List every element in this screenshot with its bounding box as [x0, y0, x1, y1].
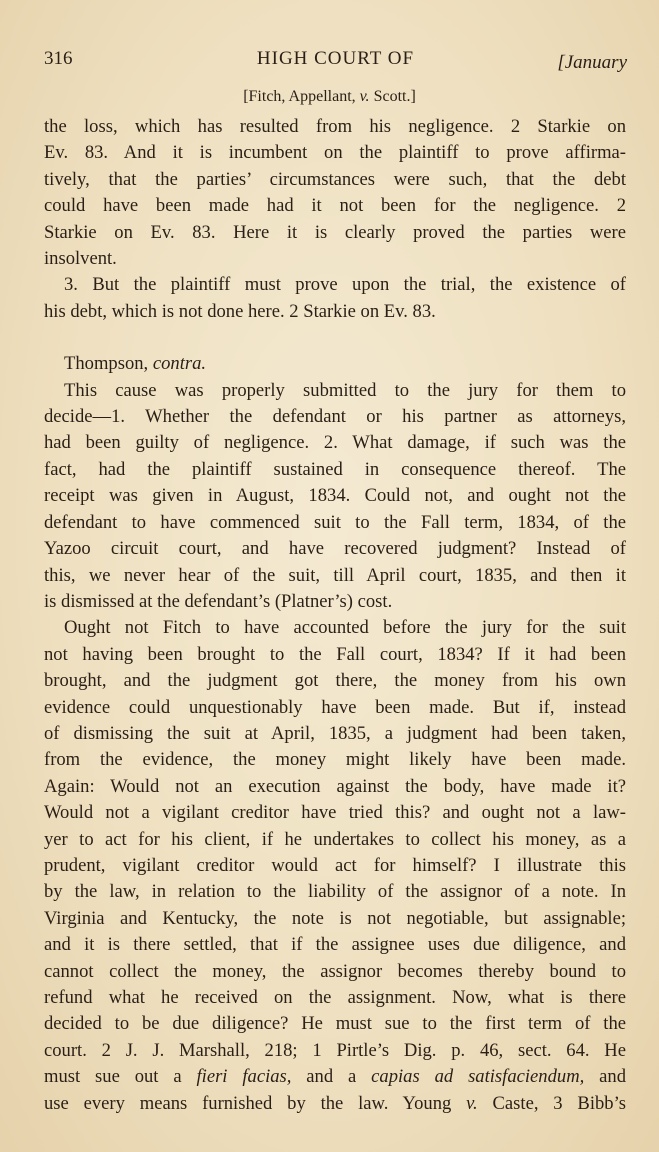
case-caption-prefix: [Fitch, Appellant,: [243, 88, 360, 105]
text-line: Ev. 83. And it is incumbent on the plaintiff to prove affirma-: [44, 142, 626, 164]
text-line: decide—1. Whether the defendant or his partner as attorneys,: [44, 406, 626, 428]
counsel-line: [44, 351, 626, 377]
text-line: [44, 1064, 626, 1090]
text-line: Starkie on Ev. 83. Here it is clearly proved the parties were: [44, 221, 626, 243]
paragraph-4: [44, 615, 626, 1117]
counsel-heading: [44, 351, 626, 377]
text-line: and it is there settled, that if the assignee uses due diligence, and: [44, 934, 626, 956]
text-fragment: use every means furnished by the law. Young: [44, 1092, 467, 1114]
text-line: court. 2 J. J. Marshall, 218; 1 Pirtle’s Dig. p. 46, sect. 64. He: [44, 1039, 626, 1061]
text-line: This cause was properly submitted to the jury for them to: [64, 379, 626, 401]
counsel-name: Thompson,: [64, 353, 153, 375]
paragraph-3: [44, 378, 626, 616]
running-date: [January: [557, 52, 627, 73]
text-line: Ought not Fitch to have accounted before the jury for the suit: [64, 617, 626, 639]
text-line: had been guilty of negligence. 2. What damage, if such was the: [44, 432, 626, 454]
text-line: receipt was given in August, 1834. Could not, and ought not the: [44, 485, 626, 507]
text-line: Virginia and Kentucky, the note is not negotiable, but assignable;: [44, 907, 626, 929]
text-fragment-italic: capias ad satisfaciendum,: [371, 1066, 585, 1088]
text-fragment: must sue out a: [44, 1066, 197, 1088]
text-line: by the law, in relation to the liability of the assignor of a note. In: [44, 881, 626, 903]
text-fragment: and: [584, 1066, 627, 1088]
text-line: fact, had the plaintiff sustained in consequence thereof. The: [44, 458, 626, 480]
body-text: [44, 114, 626, 1117]
paragraph-1: [44, 114, 626, 272]
text-line: from the evidence, the money might likely have been made.: [44, 749, 626, 771]
text-line: yer to act for his client, if he undertakes to collect his money, as a: [44, 828, 626, 850]
text-line: is dismissed at the defendant’s (Platner’s) cost.: [44, 590, 393, 612]
text-line: could have been made had it not been for the negligence. 2: [44, 195, 626, 217]
text-line: 3. But the plaintiff must prove upon the trial, the existence of: [64, 274, 626, 296]
text-fragment: Caste, 3 Bibb’s: [477, 1092, 626, 1114]
text-fragment-italic: fieri facias,: [196, 1066, 292, 1088]
text-line: brought, and the judgment got there, the money from his own: [44, 670, 626, 692]
text-line: [44, 1091, 626, 1117]
running-title: HIGH COURT OF: [256, 48, 415, 69]
text-line: prudent, vigilant creditor would act for himself? I illustrate this: [44, 854, 626, 876]
text-fragment: and a: [291, 1066, 372, 1088]
text-fragment-italic: v.: [466, 1092, 478, 1114]
text-line: refund what he received on the assignment. Now, what is there: [44, 987, 626, 1008]
text-line: decided to be due diligence? He must sue to the first term of the: [44, 1013, 626, 1035]
text-line: tively, that the parties’ circumstances were such, that the debt: [44, 168, 626, 190]
text-line: this, we never hear of the suit, till April court, 1835, and then it: [44, 564, 626, 586]
running-header: [44, 44, 627, 78]
text-line: insolvent.: [44, 248, 117, 270]
page-number: 316: [44, 48, 73, 69]
text-line: Yazoo circuit court, and have recovered judgment? Instead of: [44, 538, 626, 560]
counsel-contra: contra.: [152, 353, 207, 375]
case-caption-versus: v.: [359, 88, 370, 105]
text-line: evidence could unquestionably have been made. But if, instead: [44, 696, 626, 718]
paragraph-2: [44, 272, 626, 325]
text-line: of dismissing the suit at April, 1835, a judgment had been taken,: [44, 722, 626, 744]
text-line: not having been brought to the Fall court, 1834? If it had been: [44, 643, 626, 665]
text-line: Would not a vigilant creditor have tried this? and ought not a law-: [44, 802, 626, 824]
text-line: cannot collect the money, the assignor becomes thereby bound to: [44, 960, 626, 982]
text-line: Again: Would not an execution against the body, have made it?: [44, 775, 626, 797]
text-line: defendant to have commenced suit to the Fall term, 1834, of the: [44, 511, 626, 533]
text-line: the loss, which has resulted from his negligence. 2 Starkie on: [44, 116, 626, 137]
case-caption-suffix: Scott.]: [369, 88, 416, 105]
text-line: his debt, which is not done here. 2 Starkie on Ev. 83.: [44, 300, 436, 322]
case-caption: [0, 88, 659, 106]
